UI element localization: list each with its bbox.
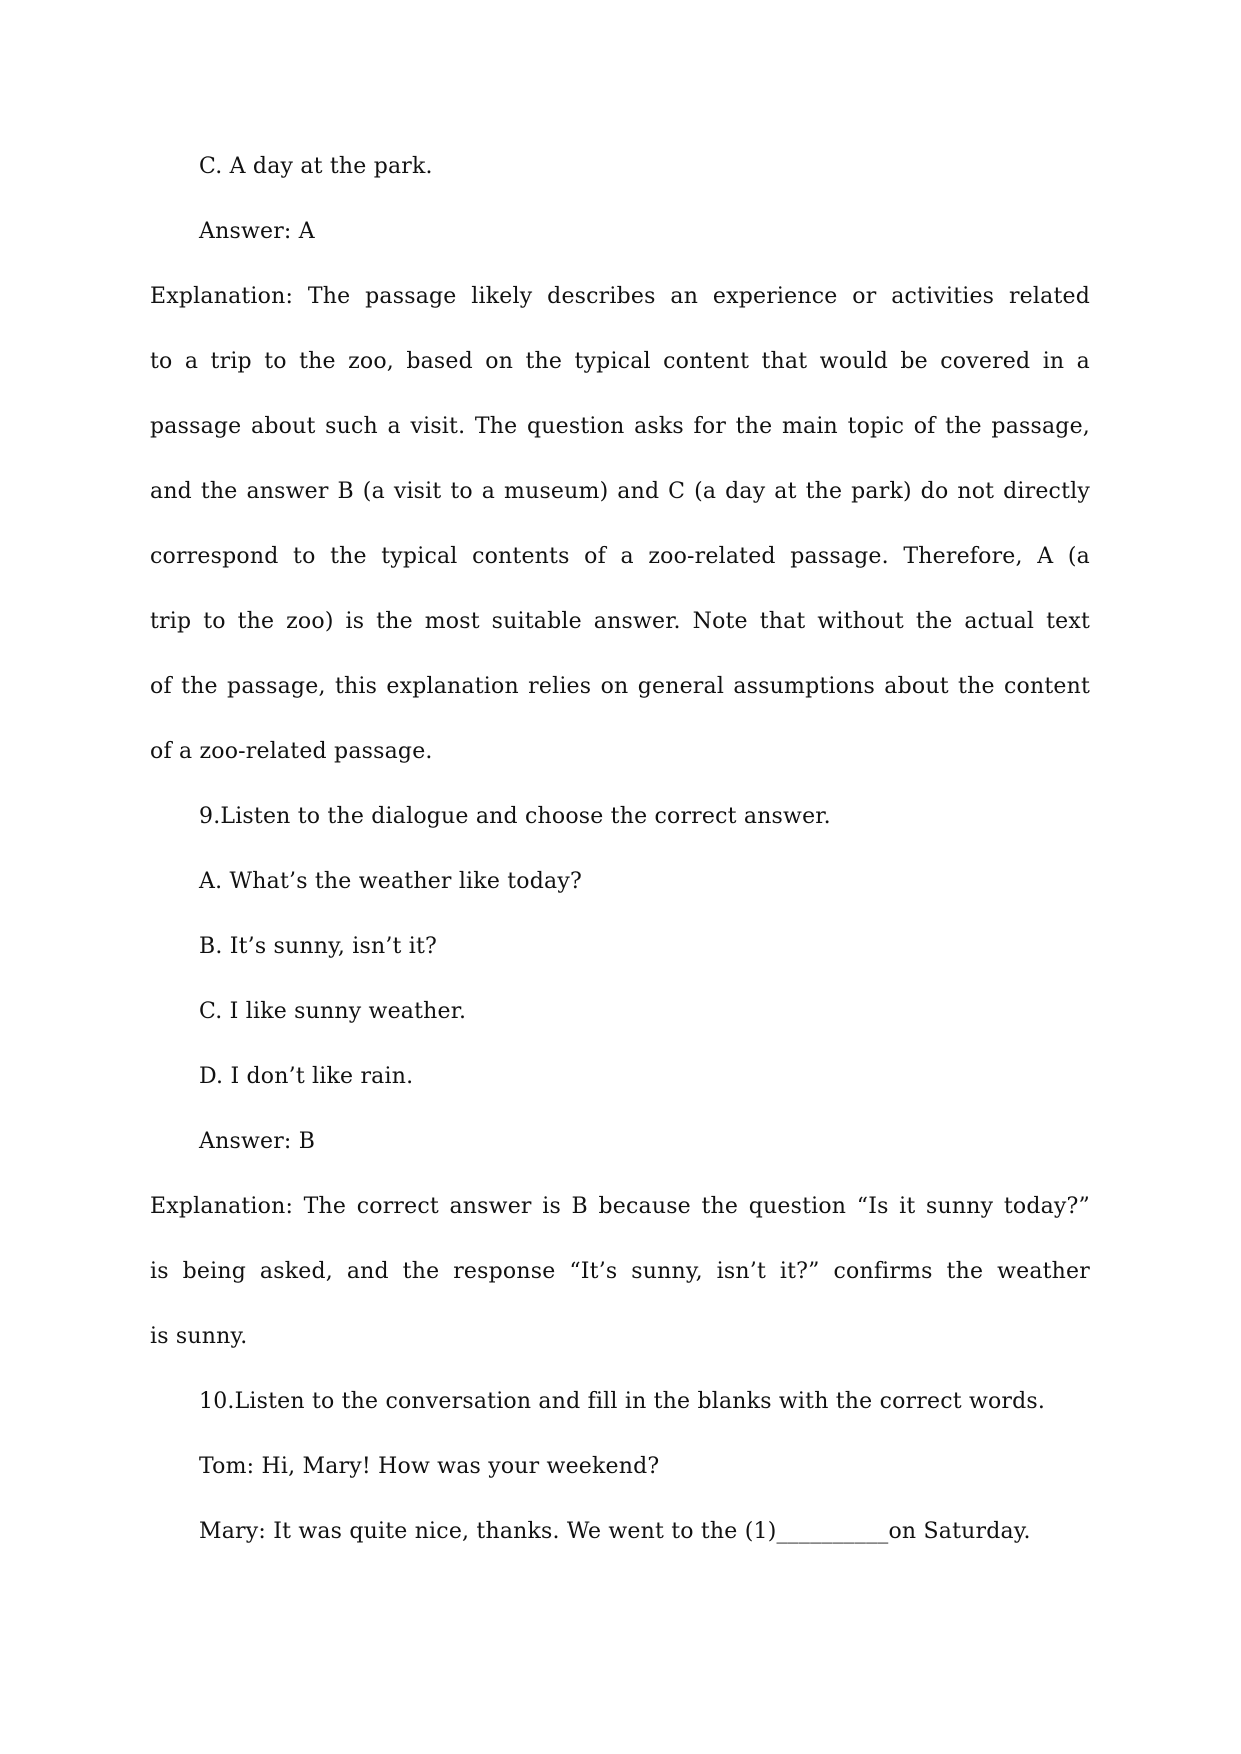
explanation-line: Explanation: The correct answer is B because the question “Is it sunny today?” [150,1194,1090,1219]
option-c-line: C. I like sunny weather. [199,999,467,1024]
explanation-line: and the answer B (a visit to a museum) and C (a day at the park) do not directly [150,479,1090,504]
explanation-line: is sunny. [150,1324,248,1349]
option-b-line: B. It’s sunny, isn’t it? [199,934,438,959]
explanation-line: of a zoo-related passage. [150,739,433,764]
answer-line: Answer: B [199,1129,316,1154]
question-10-line: 10.Listen to the conversation and fill in the blanks with the correct words. [199,1389,1046,1414]
explanation-line: Explanation: The passage likely describes an experience or activities related [150,284,1090,309]
explanation-line: of the passage, this explanation relies on general assumptions about the content [150,674,1090,699]
explanation-line: trip to the zoo) is the most suitable answer. Note that without the actual text [150,609,1090,634]
dialogue-line-tom: Tom: Hi, Mary! How was your weekend? [199,1454,660,1479]
explanation-line: to a trip to the zoo, based on the typical content that would be covered in a [150,349,1090,374]
dialogue-line-mary: Mary: It was quite nice, thanks. We went to the (1)__________on Saturday. [199,1519,1031,1544]
question-9-line: 9.Listen to the dialogue and choose the correct answer. [199,804,831,829]
explanation-line: passage about such a visit. The question asks for the main topic of the passage, [150,414,1090,439]
answer-line: Answer: A [199,219,315,244]
option-d-line: D. I don’t like rain. [199,1064,414,1089]
option-c-line: C. A day at the park. [199,154,433,179]
explanation-line: is being asked, and the response “It’s sunny, isn’t it?” confirms the weather [150,1259,1090,1284]
option-a-line: A. What’s the weather like today? [199,869,582,894]
explanation-line: correspond to the typical contents of a zoo-related passage. Therefore, A (a [150,544,1090,569]
